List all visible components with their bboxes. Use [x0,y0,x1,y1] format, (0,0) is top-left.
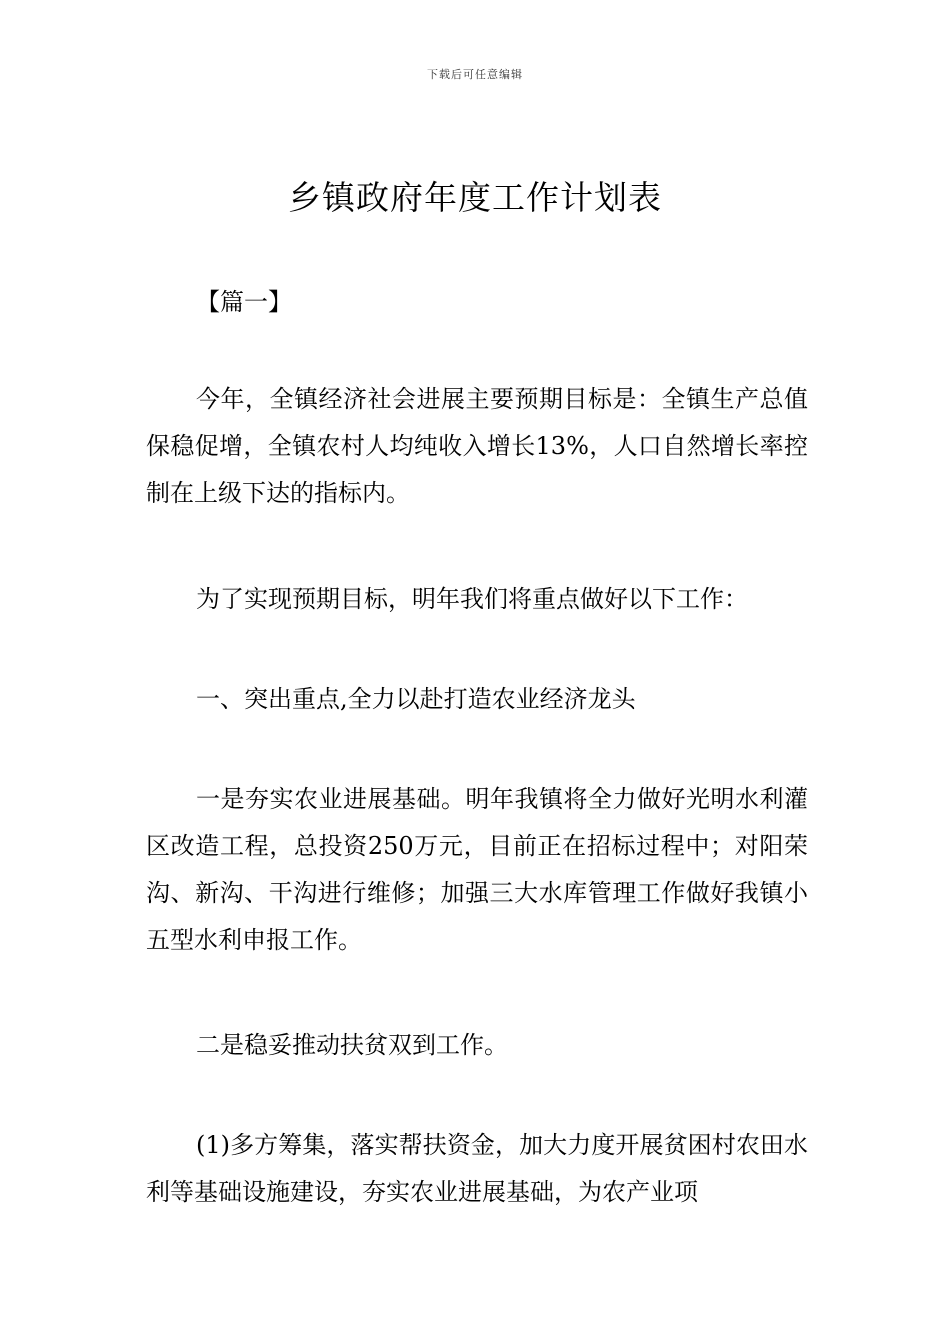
paragraph-water-works: 一是夯实农业进展基础。明年我镇将全力做好光明水利灌区改造工程，总投资250万元，目前正在招标过程中；对阳荣沟、新沟、干沟进行维修；加强三大水库管理工作做好我镇小五型水利申报工作。 [146,785,808,954]
paragraph-poverty: 二是稳妥推动扶贫双到工作。 [196,1031,508,1059]
paragraph-funding: (1)多方筹集，落实帮扶资金，加大力度开展贫困村农田水利等基础设施建设，夯实农业进展基础，为农产业项 [146,1131,808,1206]
header-note: 下载后可任意编辑 [427,68,523,81]
paragraph-goals: 今年，全镇经济社会进展主要预期目标是：全镇生产总值保稳促增，全镇农村人均纯收入增长13%，人口自然增长率控制在上级下达的指标内。 [146,385,808,507]
document-title: 乡镇政府年度工作计划表 [288,178,662,217]
section-label: 【篇一】 [196,288,292,316]
paragraph-heading-one: 一、突出重点,全力以赴打造农业经济龙头 [196,685,636,713]
paragraph-intro: 为了实现预期目标，明年我们将重点做好以下工作： [196,585,748,613]
